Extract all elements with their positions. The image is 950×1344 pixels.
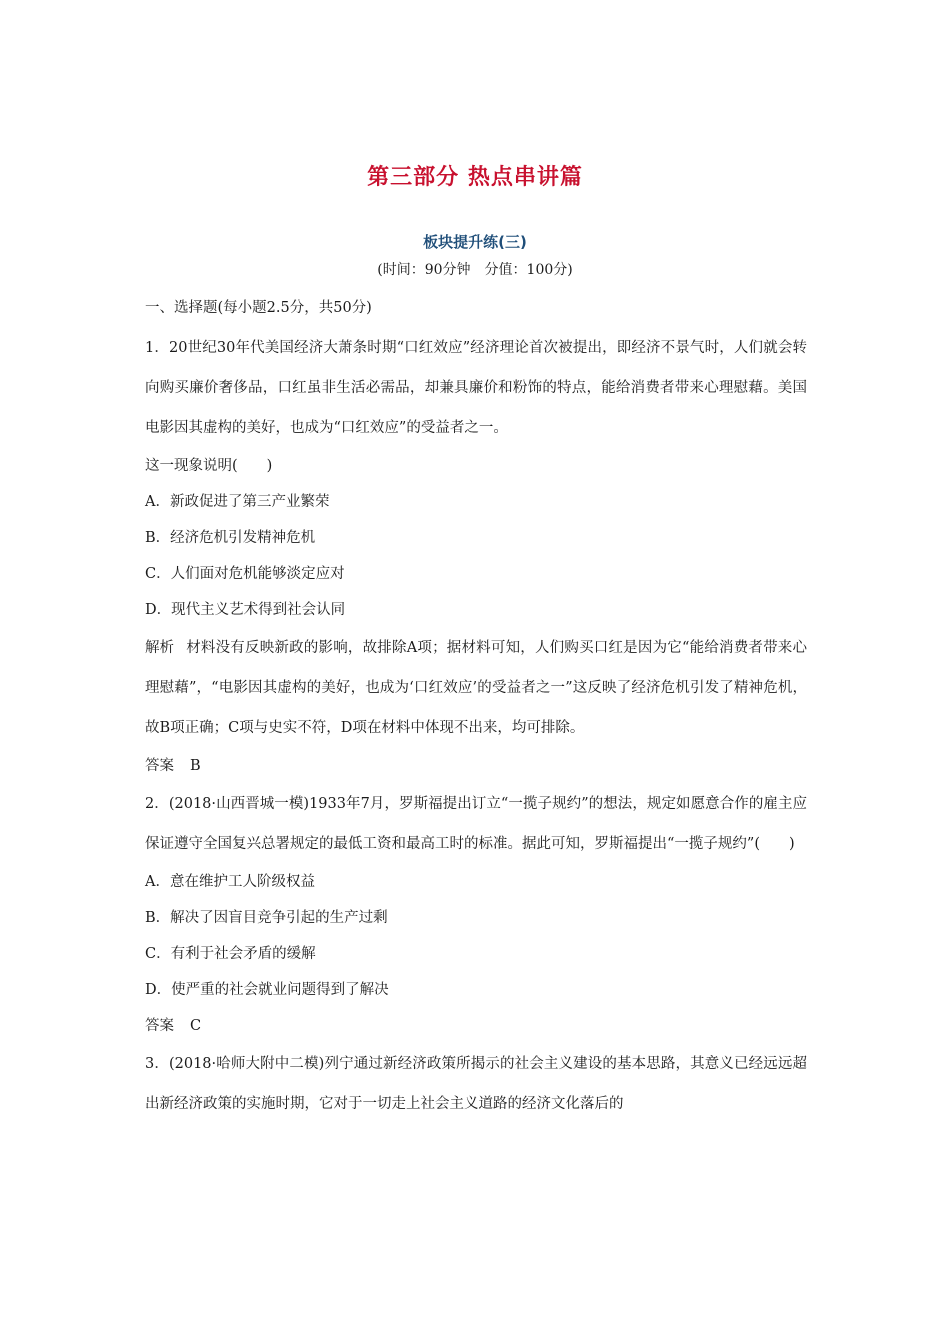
answer xyxy=(145,1008,807,1044)
exam-meta: (时间：90分钟 分值：100分) xyxy=(377,262,573,278)
option-a: A．新政促进了第三产业繁荣 xyxy=(145,494,330,510)
question-stem: 2．(2018·山西晋城一模)1933年7月，罗斯福提出订立“一揽子规约”的想法，规定如愿意合作的雇主应保证遵守全国复兴总署规定的最低工资和最高工时的标准。据此可知，罗斯福提出“一揽子规约”( ) xyxy=(145,796,807,852)
option-b: B．经济危机引发精神危机 xyxy=(145,530,316,546)
answer-value: B xyxy=(190,758,201,774)
answer xyxy=(145,748,807,784)
option-b: B．解决了因盲目竞争引起的生产过剩 xyxy=(145,910,388,926)
option-c: C．有利于社会矛盾的缓解 xyxy=(145,946,316,962)
answer-label: 答案 xyxy=(145,1018,174,1034)
option-d: D．使严重的社会就业问题得到了解决 xyxy=(145,982,389,998)
analysis xyxy=(145,628,807,748)
analysis-text: 材料没有反映新政的影响，故排除A项；据材料可知，人们购买口红是因为它“能给消费者带来心理慰藉”，“电影因其虚构的美好，也成为‘口红效应’的受益者之一”这反映了经济危机引发了精神危机，故B项正确；C项与史实不符，D项在材料中体现不出来，均可排除。 xyxy=(145,640,807,736)
option-c: C．人们面对危机能够淡定应对 xyxy=(145,566,345,582)
question-prompt: 这一现象说明( ) xyxy=(145,458,273,474)
exercise-subtitle: 板块提升练(三) xyxy=(423,233,527,251)
analysis-label: 解析 xyxy=(145,640,174,656)
page-title: 第三部分 热点串讲篇 xyxy=(367,165,583,190)
section-heading: 一、选择题(每小题2.5分，共50分) xyxy=(145,300,372,316)
question-1 xyxy=(145,328,807,784)
question-stem: 3．(2018·哈师大附中二模)列宁通过新经济政策所揭示的社会主义建设的基本思路，其意义已经远远超出新经济政策的实施时期，它对于一切走上社会主义道路的经济文化落后的 xyxy=(145,1056,807,1112)
option-a: A．意在维护工人阶级权益 xyxy=(145,874,315,890)
answer-label: 答案 xyxy=(145,758,174,774)
option-d: D．现代主义艺术得到社会认同 xyxy=(145,602,346,618)
document-body xyxy=(145,290,807,1124)
question-2 xyxy=(145,784,807,1044)
question-stem: 1．20世纪30年代美国经济大萧条时期“口红效应”经济理论首次被提出，即经济不景气时，人们就会转向购买廉价奢侈品，口红虽非生活必需品，却兼具廉价和粉饰的特点，能给消费者带来心理慰藉。美国电影因其虚构的美好，也成为“口红效应”的受益者之一。 xyxy=(145,340,807,436)
question-3 xyxy=(145,1044,807,1124)
answer-value: C xyxy=(190,1018,202,1034)
